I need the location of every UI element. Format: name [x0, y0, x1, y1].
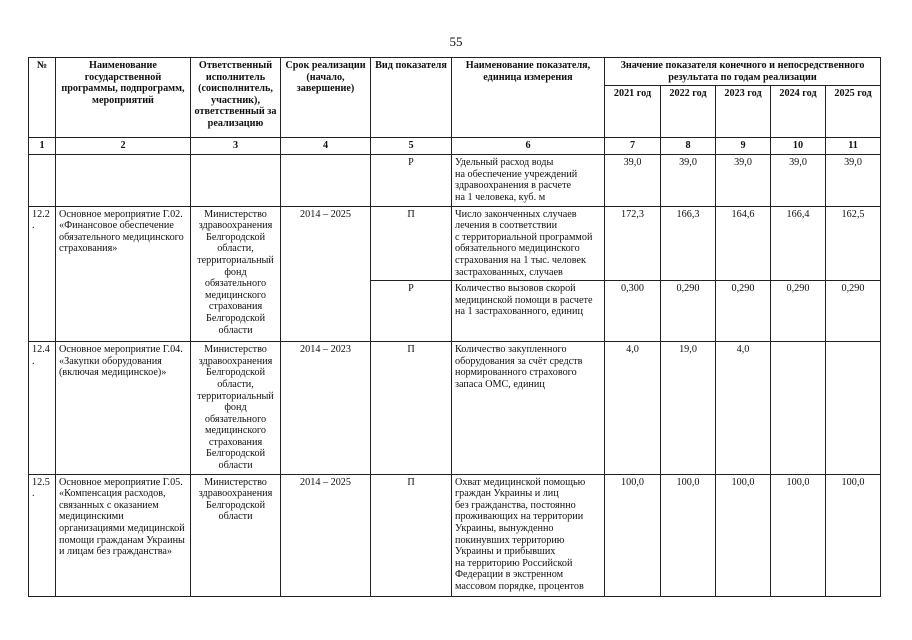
value-cell [771, 342, 826, 475]
header-year: 2021 год [605, 86, 661, 138]
indicator-name: Число законченных случаев лечения в соответствии с территориальной программой обязательного медицинского страхования на 1 тыс. человек застрахованных, случаев [452, 206, 605, 281]
indicator-kind: П [371, 206, 452, 281]
header-name: Наименование государственной программы, подпрограмм, мероприятий [56, 58, 191, 138]
col-number: 7 [605, 138, 661, 155]
value-cell: 172,3 [605, 206, 661, 281]
value-cell: 100,0 [771, 474, 826, 596]
value-cell: 100,0 [716, 474, 771, 596]
indicator-name: Удельный расход воды на обеспечение учреждений здравоохранения в расчете на 1 человека, куб. м [452, 155, 605, 206]
value-cell: 19,0 [661, 342, 716, 475]
col-number: 9 [716, 138, 771, 155]
period: 2014 – 2025 [281, 206, 371, 342]
header-kind: Вид показателя [371, 58, 452, 138]
value-cell: 0,290 [716, 281, 771, 342]
indicator-name: Охват медицинской помощью граждан Украины и лиц без гражданства, постоянно проживающих на территории Украины, вынужденно покинувших территорию Украины и прибывших на территорию Российской Федерации в экстренном массовом порядке, процентов [452, 474, 605, 596]
executor: Министерство здравоохранения Белгородской области, территориальный фонд обязательного медицинского страхования Белгородской области [191, 206, 281, 342]
value-cell: 100,0 [661, 474, 716, 596]
value-cell: 166,3 [661, 206, 716, 281]
header-indicator: Наименование показателя, единица измерения [452, 58, 605, 138]
value-cell: 39,0 [771, 155, 826, 206]
page-number: 55 [449, 34, 463, 49]
value-cell: 39,0 [661, 155, 716, 206]
row-number: 12.2. [29, 206, 56, 342]
executor: Министерство здравоохранения Белгородской области, территориальный фонд обязательного медицинского страхования Белгородской области [191, 342, 281, 475]
table-row [29, 474, 881, 596]
indicator-name: Количество вызовов скорой медицинской помощи в расчете на 1 застрахованного, единиц [452, 281, 605, 342]
value-cell: 4,0 [716, 342, 771, 475]
col-number: 1 [29, 138, 56, 155]
header-no: № [29, 58, 56, 138]
value-cell: 166,4 [771, 206, 826, 281]
period: 2014 – 2025 [281, 474, 371, 596]
table-row [29, 155, 881, 206]
value-cell: 4,0 [605, 342, 661, 475]
value-cell: 100,0 [605, 474, 661, 596]
header-row [29, 58, 881, 86]
table-row [29, 342, 881, 475]
col-number: 8 [661, 138, 716, 155]
col-number: 10 [771, 138, 826, 155]
value-cell: 0,300 [605, 281, 661, 342]
col-number: 2 [56, 138, 191, 155]
value-cell: 100,0 [826, 474, 881, 596]
col-number: 4 [281, 138, 371, 155]
value-cell: 164,6 [716, 206, 771, 281]
header-year: 2023 год [716, 86, 771, 138]
col-number: 11 [826, 138, 881, 155]
header-period: Срок реализации (начало, завершение) [281, 58, 371, 138]
value-cell [826, 342, 881, 475]
event-name: Основное мероприятие Г.04. «Закупки оборудования (включая медицинское)» [56, 342, 191, 475]
column-numbers-row [29, 138, 881, 155]
value-cell: 39,0 [605, 155, 661, 206]
executor: Министерство здравоохранения Белгородской области [191, 474, 281, 596]
value-cell: 0,290 [771, 281, 826, 342]
indicators-table [28, 57, 881, 597]
indicator-kind: П [371, 474, 452, 596]
col-number: 6 [452, 138, 605, 155]
header-year: 2025 год [826, 86, 881, 138]
value-cell: 162,5 [826, 206, 881, 281]
table-row [29, 206, 881, 281]
col-number: 3 [191, 138, 281, 155]
header-values-group: Значение показателя конечного и непосредственного результата по годам реализации [605, 58, 881, 86]
value-cell: 39,0 [716, 155, 771, 206]
indicator-kind: Р [371, 155, 452, 206]
header-year: 2022 год [661, 86, 716, 138]
value-cell: 39,0 [826, 155, 881, 206]
header-year: 2024 год [771, 86, 826, 138]
event-name: Основное мероприятие Г.05. «Компенсация расходов, связанных с оказанием медицинскими организациями медицинской помощи гражданам Украины и лицам без гражданства» [56, 474, 191, 596]
value-cell: 0,290 [826, 281, 881, 342]
row-number: 12.4. [29, 342, 56, 475]
indicator-kind: Р [371, 281, 452, 342]
period: 2014 – 2023 [281, 342, 371, 475]
indicator-name: Количество закупленного оборудования за счёт средств нормированного страхового запаса ОМС, единиц [452, 342, 605, 475]
row-number: 12.5. [29, 474, 56, 596]
indicator-kind: П [371, 342, 452, 475]
header-executor: Ответственный исполнитель (соисполнитель, участник), ответственный за реализацию [191, 58, 281, 138]
value-cell: 0,290 [661, 281, 716, 342]
col-number: 5 [371, 138, 452, 155]
event-name: Основное мероприятие Г.02. «Финансовое обеспечение обязательного медицинского страхования» [56, 206, 191, 342]
